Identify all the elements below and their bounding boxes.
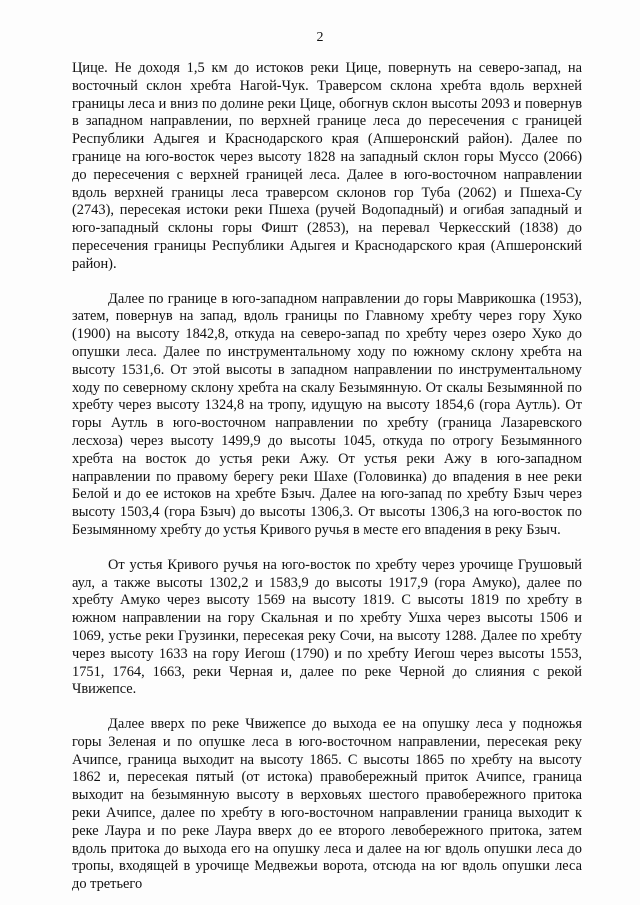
paragraph-2: Далее по границе в юго-западном направлении до горы Маврикошка (1953), затем, повернув на запад, вдоль границы по Главному хребту через гору Хуко (1900) на высоту 1842,8, откуда на северо-запад по хребту через озеро Хуко до опушки леса. Далее по инструментальному ходу по южному склону хребта на высоту 1531,6. От этой высоты в западном направлении по инструментальному ходу по северному склону хребта на скалу Безымянную. От скалы Безымянной по хребту через высоту 1324,8 на тропу, идущую на высоту 1854,6 (гора Аутль). От горы Аутль в юго-восточном направлении по хребту (граница Лазаревского лесхоза) через высоту 1499,9 до высоты 1045, откуда по отрогу Безымянного хребта на восток до устья реки Ажу. От устья реки Ажу в юго-западном направлении по правому берегу реки Шахе (Головинка) до впадения в нее реки Белой и до ее истоков на хребте Бзыч. Далее на юго-запад по хребту Бзыч через высоту 1503,4 (гора Бзыч) до высоты 1306,3. От высоты 1306,3 на юго-восток по Безымянному хребту до устья Кривого ручья в месте его впадения в реку Бзыч.: [72, 290, 582, 538]
paragraph-3: От устья Кривого ручья на юго-восток по хребту через урочище Грушовый аул, а также высоты 1302,2 и 1583,9 до высоты 1917,9 (гора Амуко), далее по хребту Амуко через высоту 1569 на высоту 1819. С высоты 1819 по хребту в южном направлении на гору Скальная и по хребту Ушха через высоты 1506 и 1069, устье реки Грузинки, пересекая реку Сочи, на высоту 1288. Далее по хребту через высоту 1633 на гору Иегош (1790) и по хребту Иегош через высоты 1553, 1751, 1764, 1663, реки Черная и, далее по реке Черной до слияния с рекой Чвижепсе.: [72, 556, 582, 698]
document-body: [72, 60, 582, 894]
paragraph-1: Цице. Не доходя 1,5 км до истоков реки Цице, повернуть на северо-запад, на восточный склон хребта Нагой-Чук. Траверсом склона хребта вдоль верхней границы леса и вниз по долине реки Цице, обогнув склон высоты 2093 и повернув в западном направлении, по верхней границе леса до пересечения с границей Республики Адыгея и Краснодарского края (Апшеронский район). Далее по границе на юго-восток через высоту 1828 на западный склон горы Муссо (2066) до пересечения с верхней границей леса. Далее в юго-восточном направлении вдоль верхней границы леса траверсом склонов гор Туба (2062) и Пшеха-Су (2743), пересекая истоки реки Пшеха (ручей Водопадный) и огибая западный и юго-западный склоны горы Фишт (2853), на перевал Черкесский (1838) до пересечения границы Республики Адыгея и Краснодарского края (Апшеронский район).: [72, 60, 582, 272]
page-number: 2: [316, 30, 324, 45]
paragraph-4: Далее вверх по реке Чвижепсе до выхода ее на опушку леса у подножья горы Зеленая и по опушке леса в юго-восточном направлении, пересекая реку Ачипсе, граница выходит на высоту 1865. С высоты 1865 по хребту на высоту 1862 и, пересекая пятый (от истока) правобережный приток Ачипсе, граница выходит на безымянную высоту в верховьях шестого правобережного притока реки Ачипсе, далее по хребту в юго-восточном направлении граница выходит к реке Лаура и по реке Лаура вверх до ее второго левобережного притока, затем вдоль притока до выхода его на опушку леса и далее на юг вдоль опушки леса до тропы, входящей в урочище Медвежьи ворота, отсюда на юг вдоль опушки леса до третьего: [72, 716, 582, 893]
